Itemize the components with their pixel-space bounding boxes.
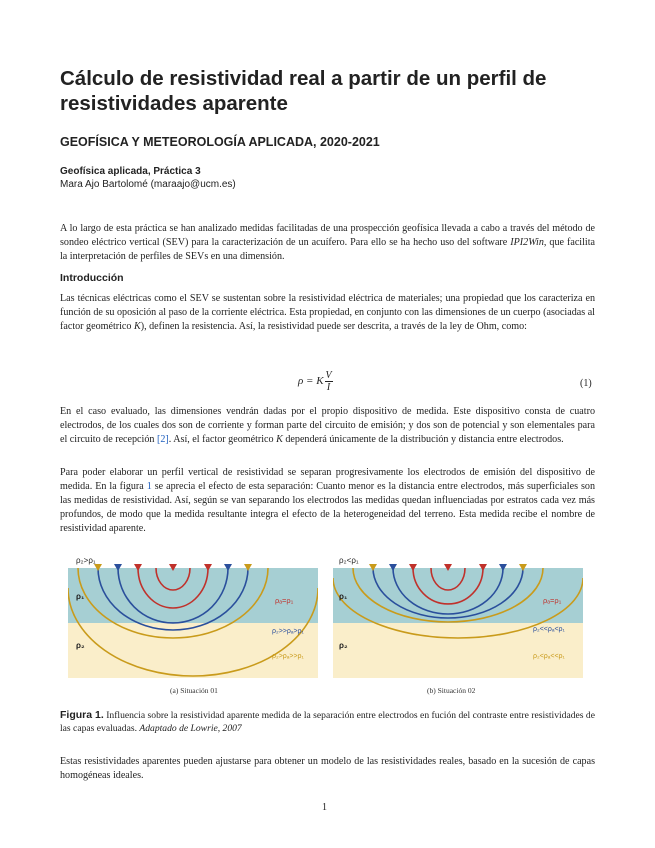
layer1-label: ρ₁	[76, 592, 85, 601]
layer1-label: ρ₁	[339, 592, 348, 601]
abstract-paragraph	[60, 222, 595, 264]
layer2-label: ρ₂	[339, 641, 348, 650]
intro-p1-k: K	[133, 321, 141, 332]
subcaption-b: (b) Situación 02	[427, 686, 476, 695]
paper-title: Cálculo de resistividad real a partir de un perfil de resistividades aparente	[60, 67, 547, 115]
red-resistivity-label: ρₐ=ρ₁	[275, 596, 294, 605]
course-subtitle: GEOFÍSICA Y METEOROLOGÍA APLICADA, 2020-2021	[60, 135, 380, 149]
intro-heading: Introducción	[60, 272, 124, 284]
figure-caption-text: Influencia sobre la resistividad aparente medida de la separación entre electrodos en fución del contraste entre resistividades de las capas evaluadas.	[60, 710, 595, 734]
equation-denominator: I	[326, 382, 331, 393]
gold-resistivity-label: ρ₂>ρₐ>>ρ₁	[272, 653, 304, 660]
red-resistivity-label: ρₐ=ρ₁	[543, 596, 562, 605]
intro-p3-text-1: Para poder elaborar un perfil vertical de resistividad se separan progresivamente los electrodos de emisión del dispositivo de medida. En la figura	[60, 467, 595, 492]
ohm-equation	[298, 370, 333, 393]
equation-lhs: ρ = K	[298, 375, 324, 388]
intro-paragraph-2	[60, 405, 595, 447]
equation-fraction	[325, 370, 333, 393]
intro-p1-text-1: Las técnicas eléctricas como el SEV se sustentan sobre la resistividad eléctrica de materiales; una propiedad que los caracteriza en función de su oposición al paso de la corriente eléctrica. Esta propiedad, en conjunto con las dimensiones de un cuerpo (asociadas al factor geométrico	[60, 293, 595, 332]
software-name: IPI2Win	[510, 237, 544, 248]
intro-paragraph-1	[60, 292, 595, 334]
blue-resistivity-label: ρ₂>>ρₐ>ρ₁	[272, 628, 304, 635]
abstract-text-2: , que facilita la interpretación de perfiles de SEVs en una dimensión.	[60, 237, 595, 262]
equation-number: (1)	[580, 378, 592, 389]
intro-p3-text-2: se aprecia el efecto de esta separación: Cuanto menor es la distancia entre electrodos, más superficiales son las medidas de resistividad. Así, según se van separando los electrodos las medidas quedan influenciadas por estratos cada vez más profundos, de modo que la medida resultante integra el efecto de la heterogeneidad del terreno. Esta medida recibe el nombre de resistividad aparente.	[60, 481, 595, 534]
closing-paragraph: Estas resistividades aparentes pueden ajustarse para obtener un modelo de las resistividades reales, basado en la sucesión de capas homogéneas ideales.	[60, 756, 595, 781]
subcaption-a: (a) Situación 01	[170, 686, 218, 695]
abstract-text-1: A lo largo de esta práctica se han analizado medidas facilitadas de una prospección geofísica llevada a cabo a través del método de sondeo eléctrico vertical (SEV) para la caracterización de un acuífero. Para ello se ha hecho uso del software	[60, 223, 595, 248]
figure-ref-link[interactable]: 1	[146, 481, 152, 492]
intro-p2-k: K	[276, 434, 283, 445]
gold-resistivity-label: ρ₂<ρₐ<<ρ₁	[533, 653, 565, 660]
equation-numerator: V	[325, 370, 332, 381]
blue-resistivity-label: ρ₂<<ρₐ<ρ₁	[533, 626, 565, 633]
author-line: Mara Ajo Bartolomé (maraajo@ucm.es)	[60, 179, 236, 190]
figure-caption	[60, 709, 595, 735]
intro-paragraph-3	[60, 466, 595, 536]
relation-label: ρ₂>ρ₁	[76, 556, 96, 565]
figure-panel-b	[333, 548, 583, 678]
intro-p2-text-3: dependerá únicamente de la distribución y distancia entre electrodos.	[282, 434, 564, 445]
figure-label: Figura 1.	[60, 709, 104, 721]
figure-panel-a	[68, 548, 318, 678]
figure-caption-source: Adaptado de Lowrie, 2007	[139, 723, 242, 734]
intro-p2-text-1: En el caso evaluado, las dimensiones vendrán dadas por el propio dispositivo de medida. Este dispositivo consta de cuatro electrodos, de los cuales dos son de corriente y forman parte del circuito de emisión; y dos son de potencial y son elementales para el circuito de recepción	[60, 406, 595, 445]
relation-label: ρ₂<ρ₁	[339, 556, 359, 565]
intro-p1-text-2: ), definen la resistencia. Así, la resistividad puede ser descrita, a través de la ley de Ohm, como:	[140, 321, 527, 332]
page-number: 1	[322, 802, 327, 813]
intro-p2-text-2: . Así, el factor geométrico	[168, 434, 277, 445]
reference-link-2[interactable]: [2]	[156, 434, 169, 445]
layer2-label: ρ₂	[76, 641, 85, 650]
practice-label: Geofísica aplicada, Práctica 3	[60, 166, 201, 177]
